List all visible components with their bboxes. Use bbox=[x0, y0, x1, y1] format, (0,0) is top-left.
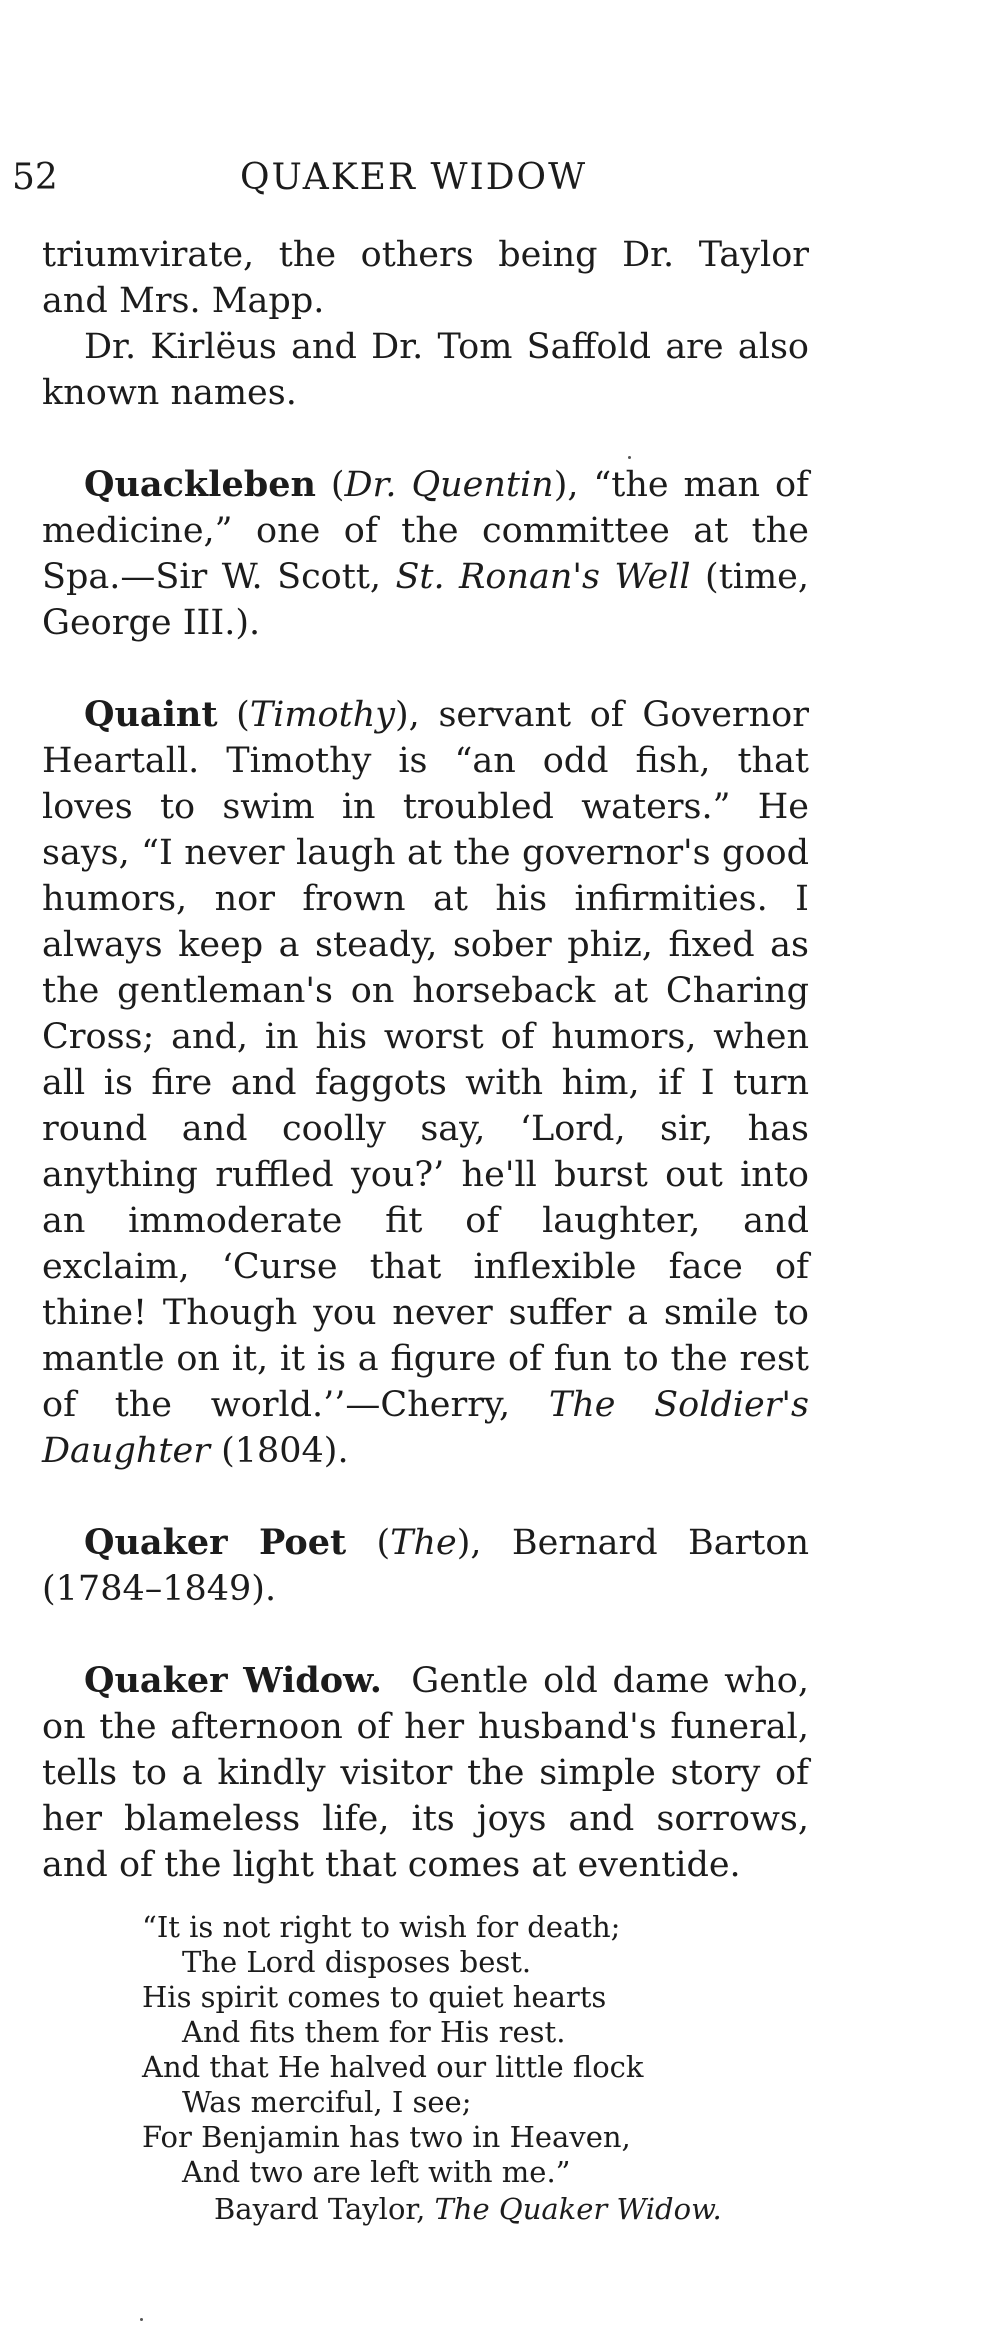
poem-line: For Benjamin has two in Heaven, bbox=[142, 2120, 631, 2154]
attribution-work-title: The Quaker Widow. bbox=[434, 2192, 722, 2226]
entry-quackleben: Quackleben (Dr. Quentin), “the man of medicine,” one of the committee at the Spa.—Sir W. Scott, St. Ronan's Well (time, George III.). bbox=[42, 464, 810, 643]
poem-line: The Lord disposes best. bbox=[182, 1945, 532, 1979]
running-head: QUAKER WIDOW bbox=[240, 157, 588, 198]
poem-line: And that He halved our little flock bbox=[142, 2050, 644, 2084]
poem-line: Was merciful, I see; bbox=[182, 2085, 472, 2119]
entry-text-after: (1804). bbox=[209, 1431, 349, 1471]
poem-line: His spirit comes to quiet hearts bbox=[142, 1980, 607, 2014]
entry-quaker-poet: Quaker Poet (The), Bernard Barton (1784–1849). bbox=[42, 1522, 809, 1609]
page-body bbox=[42, 232, 809, 2227]
entry-quaker-widow bbox=[42, 1658, 809, 1888]
poem-attribution bbox=[214, 2192, 809, 2227]
entry-text: Bernard Barton (1784–1849). bbox=[42, 1523, 809, 1609]
page-header bbox=[0, 148, 1000, 208]
continuation-paragraph: Dr. Kirlëus and Dr. Tom Saffold are also known names. bbox=[42, 327, 809, 413]
poem-quotation bbox=[142, 1910, 809, 2227]
entry-text: servant of Governor Heartall. Timothy is “an odd fish, that loves to swim in troubled waters.” He says, “I never laugh at the governor's good humors, nor frown at his infirmities. I always keep a steady, sober phiz, fixed as the gentleman's on horseback at Charing Cross; and, in his worst of humors, when all is fire and faggots with him, if I turn round and coolly say, ‘Lord, sir, has anything ruffled you?’ he'll burst out into an immoderate fit of laughter, and exclaim, ‘Curse that inflexible face of thine! Though you never suffer a smile to mantle on it, it is a figure of fun to the rest of the world.’’—Cherry, bbox=[42, 695, 809, 1425]
page-number: 52 bbox=[12, 157, 58, 198]
poem-line: And fits them for His rest. bbox=[182, 2015, 566, 2049]
entry-alias: The bbox=[390, 1523, 457, 1563]
entry-alias: Timothy bbox=[249, 695, 396, 735]
entry-term: Quaint bbox=[84, 694, 218, 735]
entry-alias: Dr. Quentin bbox=[344, 465, 554, 505]
print-speck bbox=[628, 456, 631, 459]
entry-work-title: St. Ronan's Well bbox=[395, 557, 691, 597]
entry-term: Quackleben bbox=[84, 464, 316, 505]
print-speck bbox=[140, 2318, 143, 2321]
entry-text: “the man of medicine,” one of the committee at the Spa.—Sir W. Scott, bbox=[42, 465, 810, 597]
poem-line: And two are left with me.” bbox=[182, 2155, 571, 2189]
attribution-author: Bayard Taylor, bbox=[214, 2192, 435, 2226]
entry-text: Gentle old dame who, on the afternoon of her husband's funeral, tells to a kindly visitor the simple story of her blameless life, its joys and sorrows, and of the light that comes at eventide. bbox=[42, 1661, 809, 1885]
continuation-paragraph: triumvirate, the others being Dr. Taylor and Mrs. Mapp. bbox=[42, 235, 809, 321]
entry-text-after: (time, George III.). bbox=[42, 557, 809, 643]
entry-quaint: Quaint (Timothy), servant of Governor Heartall. Timothy is “an odd fish, that loves to swim in troubled waters.” He says, “I never laugh at the governor's good humors, nor frown at his infirmities. I always keep a steady, sober phiz, fixed as the gentleman's on horseback at Charing Cross; and, in his worst of humors, when all is fire and faggots with him, if I turn round and coolly say, ‘Lord, sir, has anything ruffled you?’ he'll burst out into an immoderate fit of laughter, and exclaim, ‘Curse that inflexible face of thine! Though you never suffer a smile to mantle on it, it is a figure of fun to the rest of the world.’’—Cherry, The Soldier's Daughter (1804). bbox=[42, 694, 809, 1471]
entry-term: Quaker Widow. bbox=[84, 1660, 382, 1701]
poem-line: “It is not right to wish for death; bbox=[142, 1910, 621, 1944]
entry-term: Quaker Poet bbox=[84, 1522, 347, 1563]
entry-work-title: The Soldier's Daughter bbox=[42, 1385, 809, 1471]
